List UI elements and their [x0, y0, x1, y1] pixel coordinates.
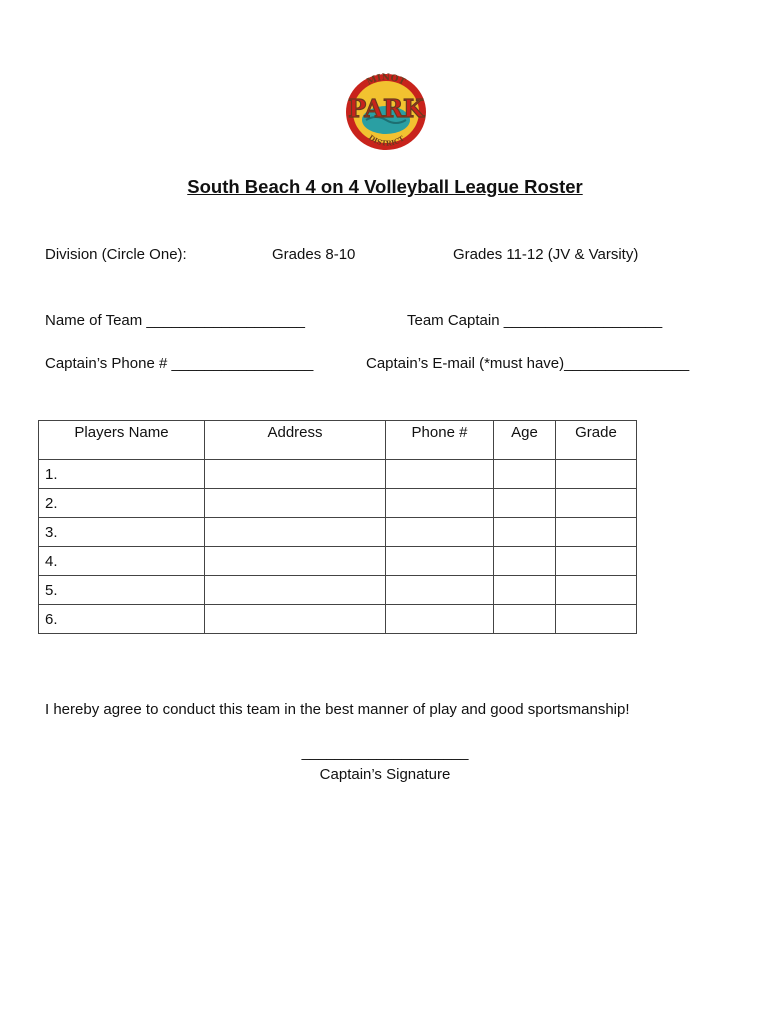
grade-cell[interactable]: [556, 605, 637, 634]
age-cell[interactable]: [494, 605, 556, 634]
row-number[interactable]: 1.: [39, 460, 205, 489]
table-header-row: [39, 421, 637, 460]
age-cell[interactable]: [494, 460, 556, 489]
phone-cell[interactable]: [386, 518, 494, 547]
grade-cell[interactable]: [556, 576, 637, 605]
division-option-grades-8-10[interactable]: Grades 8-10: [272, 246, 356, 263]
address-cell[interactable]: [205, 605, 386, 634]
phone-cell[interactable]: [386, 605, 494, 634]
phone-cell[interactable]: [386, 489, 494, 518]
logo-top-text: MINOT: [365, 72, 407, 88]
address-cell[interactable]: [205, 460, 386, 489]
row-number[interactable]: 3.: [39, 518, 205, 547]
age-cell[interactable]: [494, 489, 556, 518]
captain-phone-field[interactable]: Captain’s Phone # _________________: [45, 355, 314, 372]
signature-label: Captain’s Signature: [319, 766, 451, 783]
address-cell[interactable]: [205, 518, 386, 547]
table-row: [39, 489, 637, 518]
row-number[interactable]: 2.: [39, 489, 205, 518]
phone-cell[interactable]: [386, 460, 494, 489]
header-phone: Phone #: [386, 421, 494, 460]
agreement-text: I hereby agree to conduct this team in the best manner of play and good sportsmanship!: [45, 701, 630, 718]
table-row: [39, 576, 637, 605]
minot-park-district-logo: [338, 68, 434, 152]
row-number[interactable]: 5.: [39, 576, 205, 605]
header-players-name: Players Name: [39, 421, 205, 460]
grade-cell[interactable]: [556, 460, 637, 489]
address-cell[interactable]: [205, 547, 386, 576]
grade-cell[interactable]: [556, 518, 637, 547]
row-number[interactable]: 4.: [39, 547, 205, 576]
roster-table: [38, 420, 637, 634]
division-label: Division (Circle One):: [45, 246, 187, 263]
age-cell[interactable]: [494, 547, 556, 576]
grade-cell[interactable]: [556, 489, 637, 518]
grade-cell[interactable]: [556, 547, 637, 576]
logo-main-text: PARK: [348, 94, 424, 123]
age-cell[interactable]: [494, 518, 556, 547]
header-address: Address: [205, 421, 386, 460]
table-row: [39, 518, 637, 547]
team-captain-field[interactable]: Team Captain ___________________: [407, 312, 663, 329]
team-name-field[interactable]: Name of Team ___________________: [45, 312, 305, 329]
table-row: [39, 547, 637, 576]
phone-cell[interactable]: [386, 576, 494, 605]
captain-email-field[interactable]: Captain’s E-mail (*must have)_______________: [366, 355, 690, 372]
address-cell[interactable]: [205, 489, 386, 518]
header-grade: Grade: [556, 421, 637, 460]
table-row: [39, 605, 637, 634]
age-cell[interactable]: [494, 576, 556, 605]
header-age: Age: [494, 421, 556, 460]
phone-cell[interactable]: [386, 547, 494, 576]
logo-bottom-text: DISTRICT: [366, 132, 406, 148]
signature-line[interactable]: ____________________: [301, 744, 469, 761]
address-cell[interactable]: [205, 576, 386, 605]
division-option-grades-11-12[interactable]: Grades 11-12 (JV & Varsity): [453, 246, 639, 263]
row-number[interactable]: 6.: [39, 605, 205, 634]
page-title: South Beach 4 on 4 Volleyball League Roster: [187, 176, 583, 197]
table-row: [39, 460, 637, 489]
